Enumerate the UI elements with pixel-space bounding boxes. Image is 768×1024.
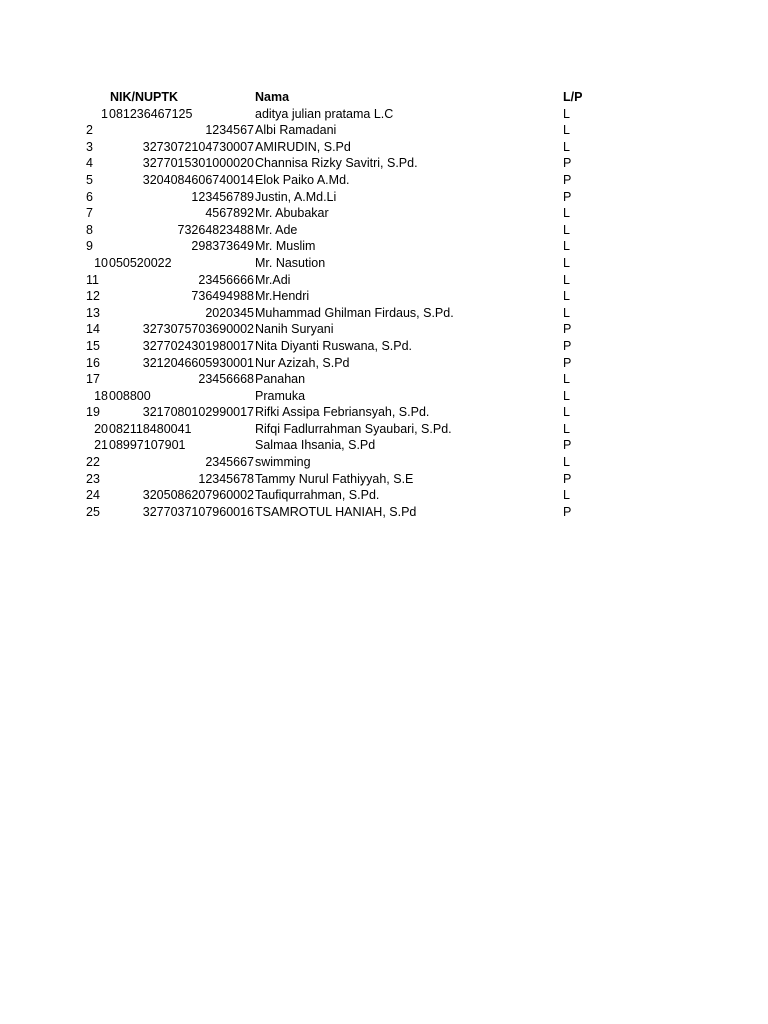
lp-cell: P <box>563 355 572 370</box>
nama-cell: Channisa Rizky Savitri, S.Pd. <box>255 156 418 171</box>
nik-cell: 08997107901 <box>109 438 186 453</box>
row-number: 12 <box>86 289 100 304</box>
table-row <box>0 155 768 172</box>
row-number: 13 <box>86 305 100 320</box>
nama-cell: Salmaa Ihsania, S.Pd <box>255 438 376 453</box>
lp-cell: P <box>563 189 572 204</box>
nik-cell: 3212046605930001 <box>142 355 254 370</box>
lp-cell: P <box>563 156 572 171</box>
nik-cell: 3205086207960002 <box>142 488 254 503</box>
row-number: 24 <box>86 488 100 503</box>
table-row <box>0 355 768 372</box>
nama-cell: Justin, A.Md.Li <box>255 189 337 204</box>
nama-cell: Mr. Ade <box>255 222 298 237</box>
table-row <box>0 487 768 504</box>
nama-cell: Pramuka <box>255 388 306 403</box>
nama-cell: swimming <box>255 455 311 470</box>
nama-cell: Rifki Assipa Febriansyah, S.Pd. <box>255 405 430 420</box>
nik-cell: 73264823488 <box>177 222 254 237</box>
nama-cell: Taufiqurrahman, S.Pd. <box>255 488 380 503</box>
nik-cell: 736494988 <box>191 289 254 304</box>
row-number: 17 <box>86 372 100 387</box>
nama-cell: Nur Azizah, S.Pd <box>255 355 350 370</box>
spreadsheet-table <box>0 89 768 520</box>
nik-cell: 3277015301000020 <box>142 156 254 171</box>
lp-cell: L <box>563 139 570 154</box>
row-number: 20 <box>94 421 108 436</box>
row-number: 2 <box>86 123 93 138</box>
nik-cell: 298373649 <box>191 239 254 254</box>
row-number: 23 <box>86 471 100 486</box>
lp-cell: P <box>563 322 572 337</box>
table-body <box>0 106 768 521</box>
header-nama: Nama <box>255 90 290 104</box>
nik-cell: 082118480041 <box>109 421 192 436</box>
nik-cell: 3273072104730007 <box>142 139 254 154</box>
row-number: 25 <box>86 504 100 519</box>
lp-cell: L <box>563 421 570 436</box>
lp-cell: L <box>563 388 570 403</box>
table-row <box>0 338 768 355</box>
lp-cell: L <box>563 455 570 470</box>
lp-cell: L <box>563 289 570 304</box>
row-number: 10 <box>94 255 108 270</box>
row-number: 16 <box>86 355 100 370</box>
nik-cell: 008800 <box>109 388 151 403</box>
nama-cell: Nanih Suryani <box>255 322 334 337</box>
table-row <box>0 238 768 255</box>
table-row <box>0 305 768 322</box>
nik-cell: 1234567 <box>205 123 254 138</box>
table-row <box>0 189 768 206</box>
nik-cell: 23456668 <box>198 372 254 387</box>
row-number: 7 <box>86 206 93 221</box>
nik-cell: 3273075703690002 <box>142 322 254 337</box>
table-row <box>0 388 768 405</box>
lp-cell: L <box>563 239 570 254</box>
row-number: 6 <box>86 189 93 204</box>
nama-cell: Mr. Abubakar <box>255 206 329 221</box>
lp-cell: L <box>563 305 570 320</box>
row-number: 5 <box>86 172 93 187</box>
lp-cell: L <box>563 106 570 121</box>
table-row <box>0 371 768 388</box>
header-lp: L/P <box>563 90 583 104</box>
nik-cell: 3277037107960016 <box>142 504 254 519</box>
lp-cell: P <box>563 438 572 453</box>
nama-cell: Muhammad Ghilman Firdaus, S.Pd. <box>255 305 454 320</box>
nik-cell: 2020345 <box>205 305 254 320</box>
nama-cell: Mr. Nasution <box>255 255 326 270</box>
nama-cell: TSAMROTUL HANIAH, S.Pd <box>255 504 417 519</box>
lp-cell: L <box>563 206 570 221</box>
table-row <box>0 272 768 289</box>
lp-cell: L <box>563 488 570 503</box>
table-row <box>0 172 768 189</box>
row-number: 4 <box>86 156 93 171</box>
nama-cell: Panahan <box>255 372 306 387</box>
nama-cell: Elok Paiko A.Md. <box>255 172 350 187</box>
nama-cell: Tammy Nurul Fathiyyah, S.E <box>255 471 414 486</box>
nik-cell: 3217080102990017 <box>142 405 254 420</box>
nik-cell: 123456789 <box>191 189 254 204</box>
table-row <box>0 222 768 239</box>
table-row <box>0 122 768 139</box>
lp-cell: P <box>563 504 572 519</box>
lp-cell: P <box>563 172 572 187</box>
lp-cell: L <box>563 272 570 287</box>
nik-cell: 3204084606740014 <box>142 172 254 187</box>
table-row <box>0 255 768 272</box>
table-row <box>0 404 768 421</box>
lp-cell: L <box>563 405 570 420</box>
row-number: 14 <box>86 322 100 337</box>
row-number: 21 <box>94 438 108 453</box>
row-number: 19 <box>86 405 100 420</box>
nik-cell: 3277024301980017 <box>142 338 254 353</box>
header-nik: NIK/NUPTK <box>110 90 179 104</box>
table-row <box>0 288 768 305</box>
table-row <box>0 437 768 454</box>
row-number: 15 <box>86 338 100 353</box>
nama-cell: Nita Diyanti Ruswana, S.Pd. <box>255 338 413 353</box>
row-number: 9 <box>86 239 93 254</box>
table-row <box>0 504 768 521</box>
nama-cell: Mr.Adi <box>255 272 291 287</box>
lp-cell: P <box>563 471 572 486</box>
row-number: 18 <box>94 388 108 403</box>
table-row <box>0 454 768 471</box>
lp-cell: L <box>563 123 570 138</box>
nama-cell: Mr. Muslim <box>255 239 316 254</box>
nik-cell: 4567892 <box>205 206 254 221</box>
nik-cell: 12345678 <box>198 471 254 486</box>
nama-cell: Mr.Hendri <box>255 289 310 304</box>
nama-cell: Rifqi Fadlurrahman Syaubari, S.Pd. <box>255 421 452 436</box>
nama-cell: aditya julian pratama L.C <box>255 106 394 121</box>
lp-cell: L <box>563 255 570 270</box>
lp-cell: P <box>563 338 572 353</box>
lp-cell: L <box>563 222 570 237</box>
row-number: 3 <box>86 139 93 154</box>
lp-cell: L <box>563 372 570 387</box>
nik-cell: 23456666 <box>198 272 254 287</box>
table-row <box>0 471 768 488</box>
row-number: 8 <box>86 222 93 237</box>
table-row <box>0 106 768 123</box>
table-row <box>0 321 768 338</box>
nik-cell: 050520022 <box>109 255 172 270</box>
table-row <box>0 139 768 156</box>
nik-cell: 2345667 <box>205 455 254 470</box>
table-row <box>0 421 768 438</box>
nama-cell: AMIRUDIN, S.Pd <box>255 139 351 154</box>
nama-cell: Albi Ramadani <box>255 123 337 138</box>
nik-cell: 081236467125 <box>109 106 193 121</box>
table-row <box>0 205 768 222</box>
table-header-row <box>0 89 768 106</box>
row-number: 11 <box>86 272 99 287</box>
row-number: 22 <box>86 455 100 470</box>
row-number: 1 <box>101 106 108 121</box>
